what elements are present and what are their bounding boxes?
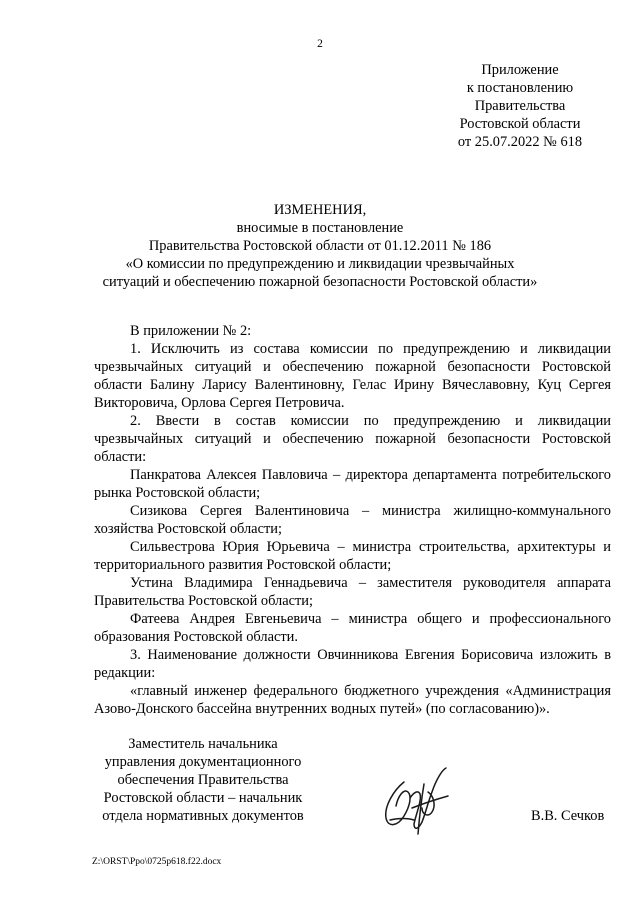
title-heading: ИЗМЕНЕНИЯ, bbox=[273, 202, 367, 218]
appendix-line: Ростовской области bbox=[459, 116, 581, 132]
appendix-line: Приложение bbox=[481, 62, 559, 78]
body-paragraph: Сильвестрова Юрия Юрьевича – министра строительства, архитектуры и территориального развития Ростовской области; bbox=[94, 539, 611, 573]
signatory-position-line: обеспечения Правительства bbox=[117, 772, 289, 788]
title-line: вносимые в постановление bbox=[236, 220, 404, 236]
body-paragraph: 2. Ввести в состав комиссии по предупреждению и ликвидации чрезвычайных ситуаций и обеспечению пожарной безопасности Ростовской области: bbox=[94, 413, 611, 465]
body-paragraph: Панкратова Алексея Павловича – директора департамента потребительского рынка Ростовской области; bbox=[94, 467, 611, 501]
body-paragraph: Фатеева Андрея Евгеньевича – министра общего и профессионального образования Ростовской области. bbox=[94, 611, 611, 645]
appendix-line: от 25.07.2022 № 618 bbox=[457, 134, 583, 150]
document-body bbox=[94, 322, 611, 718]
page-number: 2 bbox=[317, 38, 323, 50]
signatory-position-line: управления документационного bbox=[104, 754, 302, 770]
title-line: ситуаций и обеспечению пожарной безопасности Ростовской области» bbox=[102, 274, 538, 290]
body-paragraph: 1. Исключить из состава комиссии по предупреждению и ликвидации чрезвычайных ситуаций и обеспечению пожарной безопасности Ростовской области Балину Ларису Валентиновну, Гелас Ирину Вячеславовну, Куц Сергея Викторовича, Орлова Сергея Петровича. bbox=[94, 341, 611, 411]
appendix-line: Правительства bbox=[474, 98, 566, 114]
signatory-position-line: отдела нормативных документов bbox=[102, 808, 304, 824]
signatory-position bbox=[78, 735, 328, 825]
body-paragraph: 3. Наименование должности Овчинникова Евгения Борисовича изложить в редакции: bbox=[94, 647, 611, 681]
signatory-position-line: Заместитель начальника bbox=[128, 736, 278, 752]
title-line: Правительства Ростовской области от 01.12.2011 № 186 bbox=[148, 238, 492, 254]
appendix-line: к постановлению bbox=[466, 80, 574, 96]
signatory-position-line: Ростовской области – начальник bbox=[103, 790, 303, 806]
body-paragraph: Сизикова Сергея Валентиновича – министра жилищно-коммунального хозяйства Ростовской области; bbox=[94, 503, 611, 537]
signatory-name: В.В. Сечков bbox=[531, 808, 605, 824]
file-path: Z:\ORST\Ppo\0725p618.f22.docx bbox=[92, 857, 222, 867]
body-paragraph: Устина Владимира Геннадьевича – заместителя руководителя аппарата Правительства Ростовской области; bbox=[94, 575, 611, 609]
body-paragraph: «главный инженер федерального бюджетного учреждения «Администрация Азово-Донского бассейна внутренних водных путей» (по согласованию)». bbox=[94, 683, 611, 717]
appendix-header bbox=[420, 61, 620, 151]
body-paragraph: В приложении № 2: bbox=[130, 323, 252, 339]
title-line: «О комиссии по предупреждению и ликвидации чрезвычайных bbox=[125, 256, 515, 272]
handwritten-signature bbox=[374, 762, 460, 838]
document-title bbox=[40, 201, 600, 291]
